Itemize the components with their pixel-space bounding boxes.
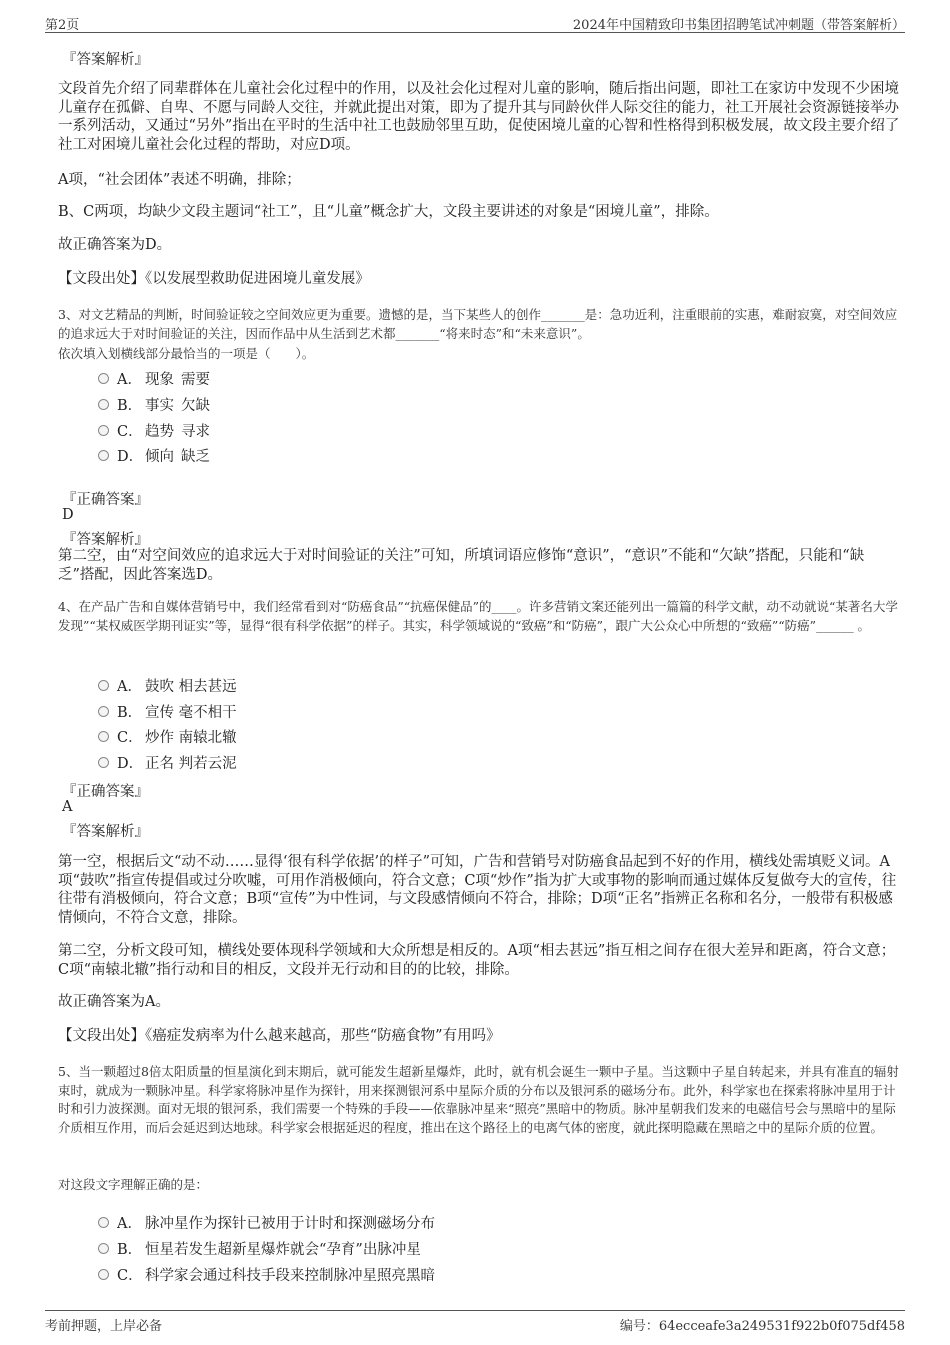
document-id: 编号：64ecceafe3a249531f922b0f075df458	[619, 1319, 905, 1334]
option-key: C．	[117, 424, 143, 440]
option-key: D．	[117, 449, 144, 465]
question-prompt: 对这段文字理解正确的是：	[58, 1177, 209, 1192]
correct-answer: D	[62, 507, 74, 523]
option-b[interactable]	[98, 394, 210, 415]
option-a[interactable]	[98, 675, 237, 696]
option-key: B．	[117, 1242, 143, 1258]
option-text: 宣传 毫不相干	[145, 705, 237, 721]
analysis-tag: 『答案解析』	[62, 532, 149, 548]
correct-answer: A	[62, 799, 73, 815]
answer-tag: 『正确答案』	[62, 492, 149, 508]
option-key: B．	[117, 705, 143, 721]
option-c[interactable]	[98, 726, 237, 747]
analysis-tag: 『答案解析』	[62, 52, 149, 68]
option-d[interactable]	[98, 752, 237, 773]
analysis-paragraph: 故正确答案为D。	[58, 237, 172, 253]
option-word: 缺乏	[181, 449, 210, 465]
analysis-paragraph: 第二空，分析文段可知，横线处要体现科学领域和大众所想是相反的。A项“相去甚远”指互相之间存在很大差异和距离，符合文意；C项“南辕北辙”指行动和目的相反，文段并无行动和目的的比较，排除。	[58, 943, 896, 978]
option-key: C．	[117, 730, 143, 746]
radio-icon[interactable]	[98, 757, 109, 768]
page-header	[45, 10, 905, 33]
option-c[interactable]	[98, 420, 210, 441]
radio-icon[interactable]	[98, 680, 109, 691]
option-key: A．	[117, 679, 142, 695]
option-text: 正名 判若云泥	[145, 756, 237, 772]
question-prompt: 依次填入划横线部分最恰当的一项是（ ）。	[58, 346, 315, 361]
page-number: 第2页	[45, 18, 80, 33]
option-word: 事实	[145, 398, 174, 414]
option-text: 恒星若发生超新星爆炸就会“孕育”出脉冲星	[145, 1242, 421, 1258]
radio-icon[interactable]	[98, 1217, 109, 1228]
answer-tag: 『正确答案』	[62, 784, 149, 800]
option-word: 倾向	[145, 449, 174, 465]
option-text: 脉冲星作为探针已被用于计时和探测磁场分布	[145, 1216, 435, 1232]
analysis-paragraph: 故正确答案为A。	[58, 994, 170, 1010]
radio-icon[interactable]	[98, 450, 109, 461]
radio-icon[interactable]	[98, 425, 109, 436]
document-title: 2024年中国精致印书集团招聘笔试冲刺题（带答案解析）	[572, 18, 905, 33]
option-text: 科学家会通过科技手段来控制脉冲星照亮黑暗	[145, 1268, 435, 1284]
analysis-paragraph: 文段首先介绍了同辈群体在儿童社会化过程中的作用，以及社会化过程对儿童的影响，随后指出问题，即社工在家访中发现不少困境儿童存在孤僻、自卑、不愿与同龄人交往，并就此提出对策，即为了提升其与同龄伙伴人际交往的能力，社工开展社会资源链接举办一系列活动，又通过“另外”指出在平时的生活中社工也鼓励邻里互助，促使困境儿童的心智和性格得到积极发展，故文段主要介绍了社工对困境儿童社会化过程的帮助，对应D项。	[58, 81, 900, 153]
analysis-paragraph: A项，“社会团体”表述不明确，排除；	[58, 172, 301, 188]
option-b[interactable]	[98, 701, 237, 722]
analysis-paragraph: B、C两项，均缺少文段主题词“社工”，且“儿童”概念扩大，文段主要讲述的对象是“困境儿童”，排除。	[58, 204, 719, 220]
footer-slogan: 考前押题，上岸必备	[45, 1319, 163, 1334]
option-word: 现象	[145, 372, 174, 388]
option-c[interactable]	[98, 1264, 435, 1285]
radio-icon[interactable]	[98, 1269, 109, 1280]
radio-icon[interactable]	[98, 1243, 109, 1254]
question-stem: 4、在产品广告和自媒体营销号中，我们经常看到对“防癌食品”“抗癌保健品”的____。许多营销文案还能列出一篇篇的科学文献，动不动就说“某著名大学发现”“某权威医学期刊证实”等，显得“很有科学依据”的样子。其实，科学领域说的“致癌”和“防癌”，跟广大公众心中所想的“致癌”“防癌”______ 。	[58, 599, 898, 633]
option-key: D．	[117, 756, 144, 772]
source-citation: 【文段出处】《以发展型救助促进困境儿童发展》	[58, 271, 370, 287]
option-d[interactable]	[98, 445, 210, 466]
page-footer	[45, 1310, 905, 1335]
option-key: C．	[117, 1268, 143, 1284]
option-a[interactable]	[98, 1212, 435, 1233]
radio-icon[interactable]	[98, 706, 109, 717]
option-key: A．	[117, 1216, 142, 1232]
option-key: B．	[117, 398, 143, 414]
analysis-paragraph: 第一空，根据后文“动不动……显得‘很有科学依据’的样子”可知，广告和营销号对防癌食品起到不好的作用，横线处需填贬义词。A项“鼓吹”指宣传提倡或过分吹嘘，可用作消极倾向，符合文意；C项“炒作”指为扩大或事物的影响而通过媒体反复做夸大的宣传，往往带有消极倾向，符合文意；B项“宣传”为中性词，与文段感情倾向不符合，排除；D项“正名”指辨正名称和名分，一般带有积极感情倾向，不符合文意，排除。	[58, 854, 897, 926]
radio-icon[interactable]	[98, 399, 109, 410]
radio-icon[interactable]	[98, 373, 109, 384]
option-key: A．	[117, 372, 142, 388]
source-citation: 【文段出处】《癌症发病率为什么越来越高，那些“防癌食物”有用吗》	[58, 1028, 501, 1044]
option-b[interactable]	[98, 1238, 421, 1259]
radio-icon[interactable]	[98, 731, 109, 742]
option-a[interactable]	[98, 368, 210, 389]
option-text: 鼓吹 相去甚远	[145, 679, 237, 695]
option-text: 炒作 南辕北辙	[145, 730, 237, 746]
option-word: 趋势	[145, 424, 174, 440]
option-word: 寻求	[181, 424, 210, 440]
option-word: 需要	[181, 372, 210, 388]
analysis-paragraph: 第二空，由“对空间效应的追求远大于对时间验证的关注”可知，所填词语应修饰“意识”，“意识”不能和“欠缺”搭配，只能和“缺乏”搭配，因此答案选D。	[58, 548, 865, 583]
option-word: 欠缺	[181, 398, 210, 414]
question-stem: 5、当一颗超过8倍太阳质量的恒星演化到末期后，就可能发生超新星爆炸，此时，就有机会诞生一颗中子星。当这颗中子星自转起来，并具有准直的辐射束时，就成为一颗脉冲星。科学家将脉冲星作为探针，用来探测银河系中星际介质的分布以及银河系的磁场分布。此外，科学家也在探索将脉冲星用于计时和引力波探测。面对无垠的银河系，我们需要一个特殊的手段——依靠脉冲星来“照亮”黑暗中的物质。脉冲星朝我们发来的电磁信号会与黑暗中的星际介质相互作用，而后会延迟到达地球。科学家会根据延迟的程度，推出在这个路径上的电离气体的密度，就此探明隐藏在黑暗之中的星际介质的位置。	[58, 1064, 899, 1135]
analysis-tag: 『答案解析』	[62, 824, 149, 840]
question-stem: 3、对文艺精品的判断，时间验证较之空间效应更为重要。遗憾的是，当下某些人的创作_______是：急功近利，注重眼前的实惠，难耐寂寞，对空间效应的追求远大于对时间验证的关注，因而作品中从生活到艺术都_______“将来时态”和“未来意识”。	[58, 307, 898, 341]
